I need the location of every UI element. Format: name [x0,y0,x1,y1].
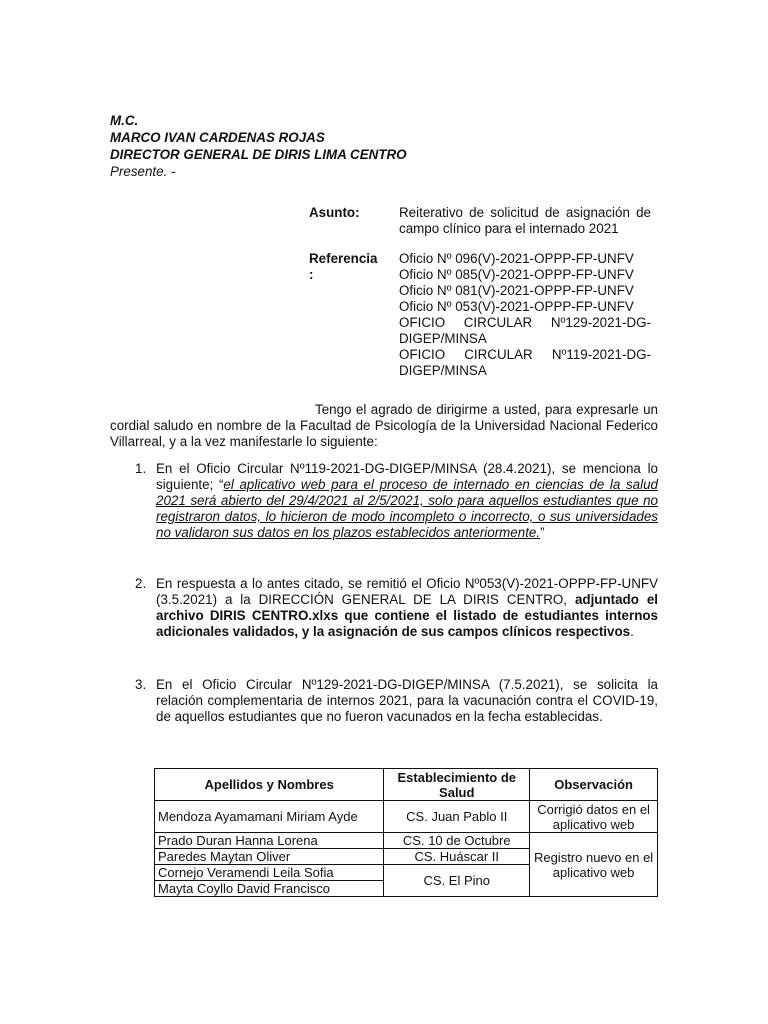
list-item-number: 3. [135,677,147,692]
student-name: Prado Duran Hanna Lorena [155,833,384,849]
table-row [155,833,658,849]
observation: Registro nuevo en el aplicativo web [530,833,658,897]
establishment: CS. 10 de Octubre [384,833,530,849]
item-quote-close: ” [540,525,545,540]
item-quote: el aplicativo web para el proceso de internado en ciencias de la salud 2021 será abierto del 29/4/2021 al 2/5/2021, solo para aquellos estudiantes que no registraron datos, lo hicieron de modo incompleto o incorrecto, o sus universidades no validaron sus datos en los plazos establecidos anteriormente. [156,477,658,540]
establishment: CS. El Pino [384,865,530,897]
list-item-text: En el Oficio Circular Nº129-2021-DG-DIGEP/MINSA (7.5.2021), se solicita la relación complementaria de internos 2021, para la vacunación contra el COVID-19, de aquellos estudiantes que no fueron vacunados en la fecha establecidas. [156,677,658,724]
table-row [155,801,658,833]
student-name: Mendoza Ayamamani Miriam Ayde [155,801,384,833]
list-item-number: 1. [135,461,147,476]
table-header-row [155,769,658,801]
reference-label: Referencia [309,251,378,266]
reference-list [399,251,651,379]
intro-paragraph [110,402,658,450]
reference-label-colon: : [309,267,314,282]
reference-item: Oficio Nº 053(V)-2021-OPPP-FP-UNFV [399,299,634,314]
reference-item: Oficio Nº 096(V)-2021-OPPP-FP-UNFV [399,251,634,266]
subject-text: Reiterativo de solicitud de asignación de campo clínico para el internado 2021 [399,205,651,236]
list-item-number: 2. [135,576,147,591]
students-table [154,768,658,897]
reference-item: Oficio Nº 081(V)-2021-OPPP-FP-UNFV [399,283,634,298]
student-name: Cornejo Veramendi Leila Sofia [155,865,384,881]
item-text-end: . [630,624,634,639]
addressee-position: DIRECTOR GENERAL DE DIRIS LIMA CENTRO [110,147,407,162]
establishment: CS. Huáscar II [384,849,530,865]
addressee-name: MARCO IVAN CARDENAS ROJAS [110,130,325,145]
student-name: Mayta Coyllo David Francisco [155,881,384,897]
subject-label: Asunto: [309,205,360,220]
column-header: Apellidos y Nombres [155,769,384,801]
reference-item: OFICIO CIRCULAR Nº129-2021-DG-DIGEP/MINSA [399,315,651,346]
list-item-text [156,461,658,541]
intro-text: Tengo el agrado de dirigirme a usted, para expresarle un cordial saludo en nombre de la Facultad de Psicología de la Universidad Nacional Federico Villarreal, y a la vez manifestarle lo siguiente: [110,402,658,449]
item-text-plain: En respuesta a lo antes citado, se remitió el Oficio Nº053(V)-2021-OPPP-FP-UNFV (3.5.2021) a la DIRECCIÓN GENERAL DE LA DIRIS CENTRO, [156,576,658,607]
student-name: Paredes Maytan Oliver [155,849,384,865]
item-text-bold: adjuntado el archivo DIRIS CENTRO.xlxs que contiene el listado de estudiantes internos adicionales validados, y la asignación de sus campos clínicos respectivos [156,592,658,639]
column-header: Observación [530,769,658,801]
addressee-block [110,112,407,180]
addressee-presente: Presente. - [110,164,176,179]
establishment: CS. Juan Pablo II [384,801,530,833]
reference-item: Oficio Nº 085(V)-2021-OPPP-FP-UNFV [399,267,634,282]
column-header: Establecimiento de Salud [384,769,530,801]
item-text-plain: En el Oficio Circular Nº119-2021-DG-DIGEP/MINSA (28.4.2021), se menciona lo siguiente; “ [156,461,658,492]
addressee-title: M.C. [110,113,139,128]
observation: Corrigió datos en el aplicativo web [530,801,658,833]
list-item-text [156,576,658,640]
reference-item: OFICIO CIRCULAR Nº119-2021-DG-DIGEP/MINSA [399,347,651,378]
